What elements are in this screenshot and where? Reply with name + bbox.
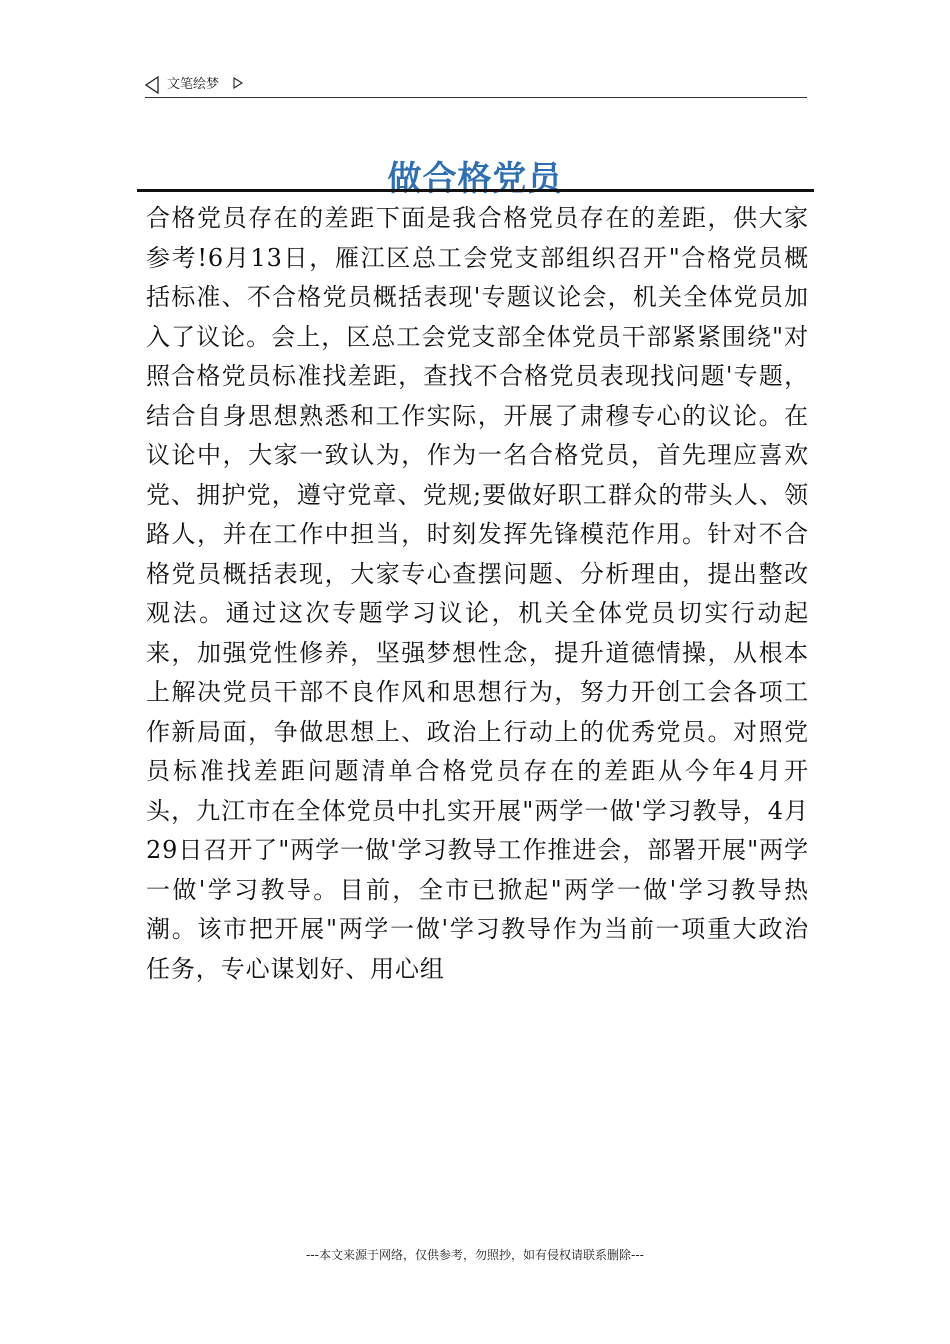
title-divider	[137, 189, 814, 192]
document-body: 合格党员存在的差距下面是我合格党员存在的差距，供大家参考!6月13日，雁江区总工会党支部组织召开"合格党员概括标准、不合格党员概括表现'专题议论会，机关全体党员加入了议论。会上，区总工会党支部全体党员干部紧紧围绕"对照合格党员标准找差距，查找不合格党员表现找问题'专题，结合自身思想熟悉和工作实际，开展了肃穆专心的议论。在议论中，大家一致认为，作为一名合格党员，首先理应喜欢党、拥护党，遵守党章、党规;要做好职工群众的带头人、领路人，并在工作中担当，时刻发挥先锋模范作用。针对不合格党员概括表现，大家专心查摆问题、分析理由，提出整改观法。通过这次专题学习议论，机关全体党员切实行动起来，加强党性修养，坚强梦想性念，提升道德情操，从根本上解决党员干部不良作风和思想行为，努力开创工会各项工作新局面，争做思想上、政治上行动上的优秀党员。对照党员标准找差距问题清单合格党员存在的差距从今年4月开头，九江市在全体党员中扎实开展"两学一做'学习教导，4月29日召开了"两学一做'学习教导工作推进会，部署开展"两学一做'学习教导。目前，全市已掀起"两学一做'学习教导热潮。该市把开展"两学一做'学习教导作为当前一项重大政治任务，专心谋划好、用心组	[146, 204, 809, 983]
triangle-right-outline-icon	[233, 77, 243, 89]
document-title: 做合格党员	[387, 158, 563, 199]
header-divider	[145, 97, 807, 98]
page-header	[145, 74, 807, 98]
triangle-left-outline-icon	[145, 76, 159, 94]
footer-notice: ---本文来源于网络，仅供参考，勿照抄，如有侵权请联系删除---	[306, 1248, 644, 1262]
header-brand: 文笔绘梦	[167, 77, 220, 92]
